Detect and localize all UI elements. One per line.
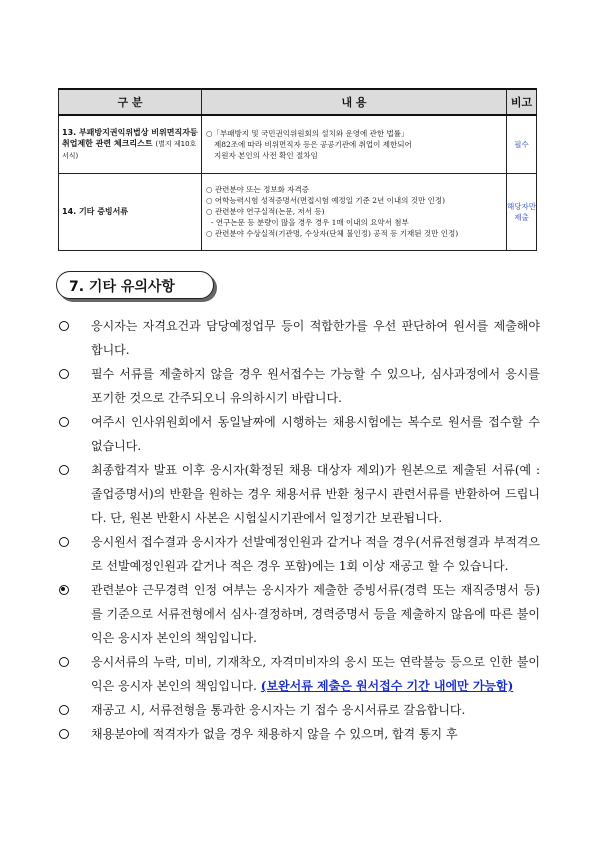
hollow-circle-bullet-icon xyxy=(59,705,69,715)
highlighted-note: (보완서류 제출은 원서접수 기간 내에만 가능함) xyxy=(260,679,514,693)
notes-list xyxy=(58,314,540,746)
note-text: 응시서류의 누락, 미비, 기재착오, 자격미비자의 응시 또는 연락불능 등으로 인한 불이익은 응시자 본인의 책임입니다. xyxy=(91,655,540,693)
row-category-note: (별지 제10호 서식) xyxy=(62,139,197,160)
row-category xyxy=(59,173,202,250)
row-content xyxy=(202,173,507,250)
section-title-box xyxy=(56,271,214,299)
table-row xyxy=(59,115,537,173)
header-note: 비고 xyxy=(507,89,537,115)
note-text: 재공고 시, 서류전형을 통과한 응시자는 기 접수 응시서류로 갈음합니다. xyxy=(91,703,466,717)
content-line: ○ 어학능력시험 성적증명서(면접시험 예정일 기준 2년 이내의 것만 인정) xyxy=(206,196,446,205)
row-category xyxy=(59,115,202,173)
content-line: 지원자 본인의 사전 확인 절차임 xyxy=(214,150,318,160)
list-item xyxy=(58,362,540,410)
note-text: 채용분야에 적격자가 없을 경우 채용하지 않을 수 있으며, 합격 통지 후 xyxy=(91,727,458,741)
table-row xyxy=(59,173,537,250)
section-title: 7. 기타 유의사항 xyxy=(69,279,175,295)
content-line: ○ 관련분야 또는 정보화 자격증 xyxy=(206,185,310,194)
hollow-circle-bullet-icon xyxy=(59,321,69,331)
row-category-label: 13. 부패방지권익위법상 비위면직자등 취업제한 관련 체크리스트 xyxy=(62,127,198,148)
note-text: 여주시 인사위원회에서 동일날짜에 시행하는 채용시험에는 복수로 원서를 접수할 수 없습니다. xyxy=(91,415,540,453)
row-note: 해당자만 제출 xyxy=(507,173,537,250)
list-item xyxy=(58,410,540,458)
note-text: 응시자는 자격요건과 담당예정업무 등이 적합한가를 우선 판단하여 원서를 제출해야 합니다. xyxy=(91,319,540,357)
content-line: ○ 관련분야 수상실적(기관명, 수상자(단체 불인정) 공적 등 기재된 것만 인정) xyxy=(206,229,459,238)
row-note: 필수 xyxy=(507,115,537,173)
row-category-label: 14. 기타 증빙서류 xyxy=(62,207,129,216)
list-item xyxy=(58,650,540,698)
hollow-circle-bullet-icon xyxy=(59,657,69,667)
content-line: ○ 관련분야 연구실적(논문, 저서 등) xyxy=(206,207,325,216)
hollow-circle-bullet-icon xyxy=(59,417,69,427)
table-header-row xyxy=(59,89,537,115)
list-item xyxy=(58,458,540,530)
list-item xyxy=(58,722,540,746)
row-content xyxy=(202,115,507,173)
content-line: ○「부패방지 및 국민권익위원회의 설치와 운영에 관한 법률」 xyxy=(206,128,409,138)
list-item xyxy=(58,530,540,578)
hollow-circle-bullet-icon xyxy=(59,729,69,739)
list-item xyxy=(58,698,540,722)
requirements-table xyxy=(58,88,537,251)
note-text: 필수 서류를 제출하지 않을 경우 원서접수는 가능할 수 있으나, 심사과정에서 응시를 포기한 것으로 간주되오니 유의하시기 바랍니다. xyxy=(91,367,540,405)
list-item xyxy=(58,578,540,650)
hollow-circle-bullet-icon xyxy=(59,537,69,547)
header-category: 구 분 xyxy=(59,89,202,115)
note-text: 응시원서 접수결과 응시자가 선발예정인원과 같거나 적을 경우(서류전형결과 부적격으로 선발예정인원과 같거나 적은 경우 포함)에는 1회 이상 재공고 할 수 있습니다. xyxy=(91,535,540,573)
content-line: 제82조에 따라 비위면직자 등은 공공기관에 취업이 제한되어 xyxy=(214,139,412,149)
hollow-circle-bullet-icon xyxy=(59,369,69,379)
note-text: 최종합격자 발표 이후 응시자(확정된 채용 대상자 제외)가 원본으로 제출된 서류(예 : 졸업증명서)의 반환을 원하는 경우 채용서류 반환 청구시 관련서류를 반환하여 드립니다. 단, 원본 반환시 사본은 시험실시기관에서 일정기간 보관됩니다. xyxy=(91,463,540,525)
content-line: - 연구논문 등 분량이 많을 경우 경우 1매 이내의 요약서 첨부 xyxy=(211,218,409,227)
header-content: 내 용 xyxy=(202,89,507,115)
filled-circle-bullet-icon xyxy=(59,585,69,595)
hollow-circle-bullet-icon xyxy=(59,465,69,475)
note-text: 관련분야 근무경력 인정 여부는 응시자가 제출한 증빙서류(경력 또는 재직증명서 등)를 기준으로 서류전형에서 심사·결정하며, 경력증명서 등을 제출하지 않음에 따른 불이익은 응시자 본인의 책임입니다. xyxy=(91,583,540,645)
list-item xyxy=(58,314,540,362)
